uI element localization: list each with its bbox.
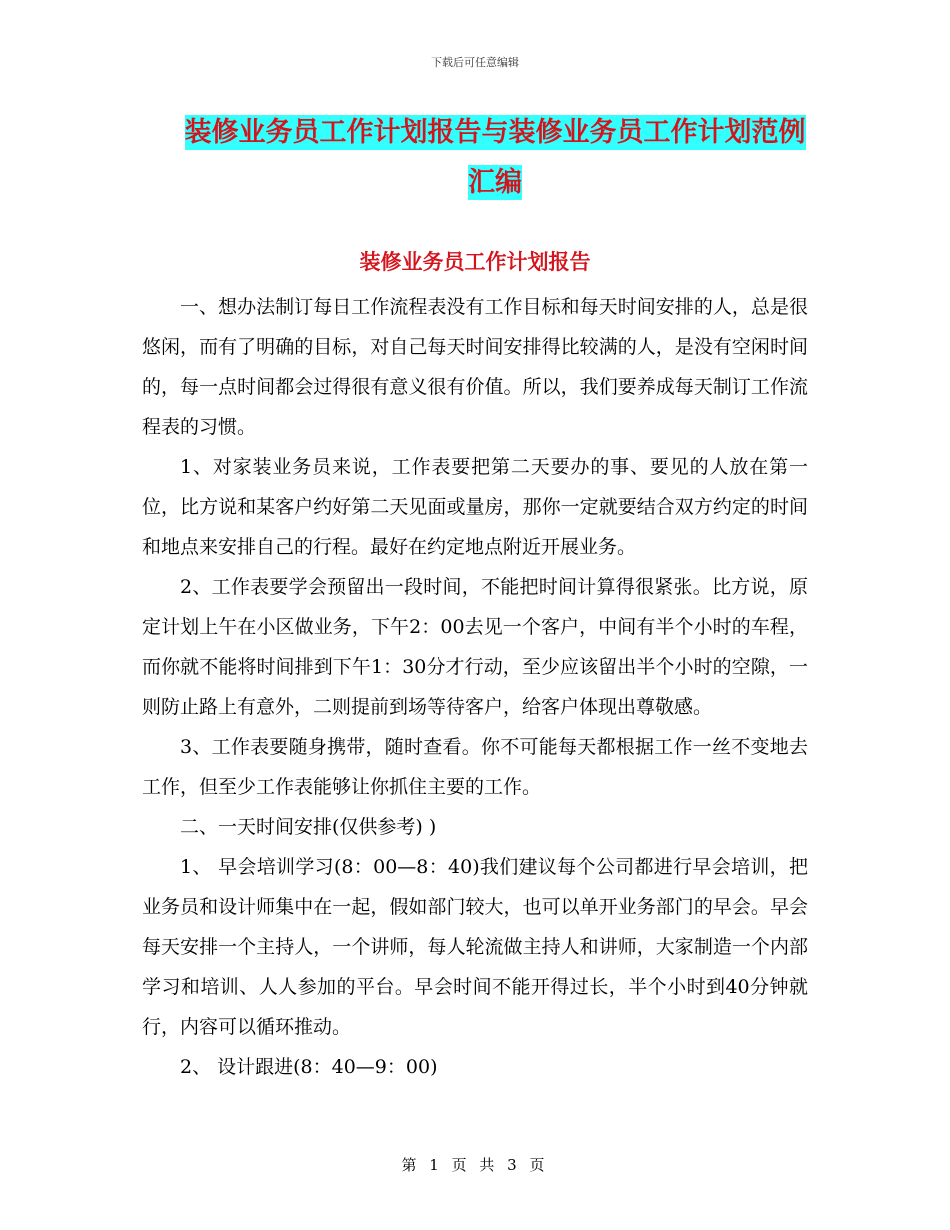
paragraph: 一、想办法制订每日工作流程表没有工作目标和每天时间安排的人，总是很悠闲，而有了明确的目标，对自己每天时间安排得比较满的人，是没有空闲时间的，每一点时间都会过得很有意义很有价值。所以，我们要养成每天制订工作流程表的习惯。 [142, 296, 808, 438]
paragraph: 二、一天时间安排(仅供参考) ) [180, 816, 437, 838]
document-body [142, 287, 808, 1087]
paragraph: 1、 早会培训学习(8：00—8：40)我们建议每个公司都进行早会培训，把业务员和设计师集中在一起，假如部门较大，也可以单开业务部门的早会。早会每天安排一个主持人，一个讲师，每人轮流做主持人和讲师，大家制造一个内部学习和培训、人人参加的平台。早会时间不能开得过长，半个小时到40分钟就行，内容可以循环推动。 [142, 856, 808, 1038]
header-note: 下载后可任意编辑 [431, 56, 519, 69]
paragraph: 1、对家装业务员来说，工作表要把第二天要办的事、要见的人放在第一位，比方说和某客户约好第二天见面或量房，那你一定就要结合双方约定的时间和地点来安排自己的行程。最好在约定地点附近开展业务。 [142, 456, 808, 558]
document-title-line-2: 汇编 [468, 167, 522, 198]
page-footer: 第 1 页 共 3 页 [401, 1156, 549, 1174]
section-title: 装修业务员工作计划报告 [359, 250, 591, 274]
paragraph: 2、 设计跟进(8：40—9：00) [180, 1056, 438, 1078]
document-title [150, 108, 840, 208]
paragraph: 3、工作表要随身携带，随时查看。你不可能每天都根据工作一丝不变地去工作，但至少工作表能够让你抓住主要的工作。 [142, 736, 808, 798]
paragraph: 2、工作表要学会预留出一段时间，不能把时间计算得很紧张。比方说，原定计划上午在小区做业务，下午2：00去见一个客户，中间有半个小时的车程，而你就不能将时间排到下午1：30分才行动，至少应该留出半个小时的空隙，一则防止路上有意外，二则提前到场等待客户，给客户体现出尊敬感。 [142, 576, 808, 718]
document-title-line-1: 装修业务员工作计划报告与装修业务员工作计划范例 [184, 117, 806, 148]
